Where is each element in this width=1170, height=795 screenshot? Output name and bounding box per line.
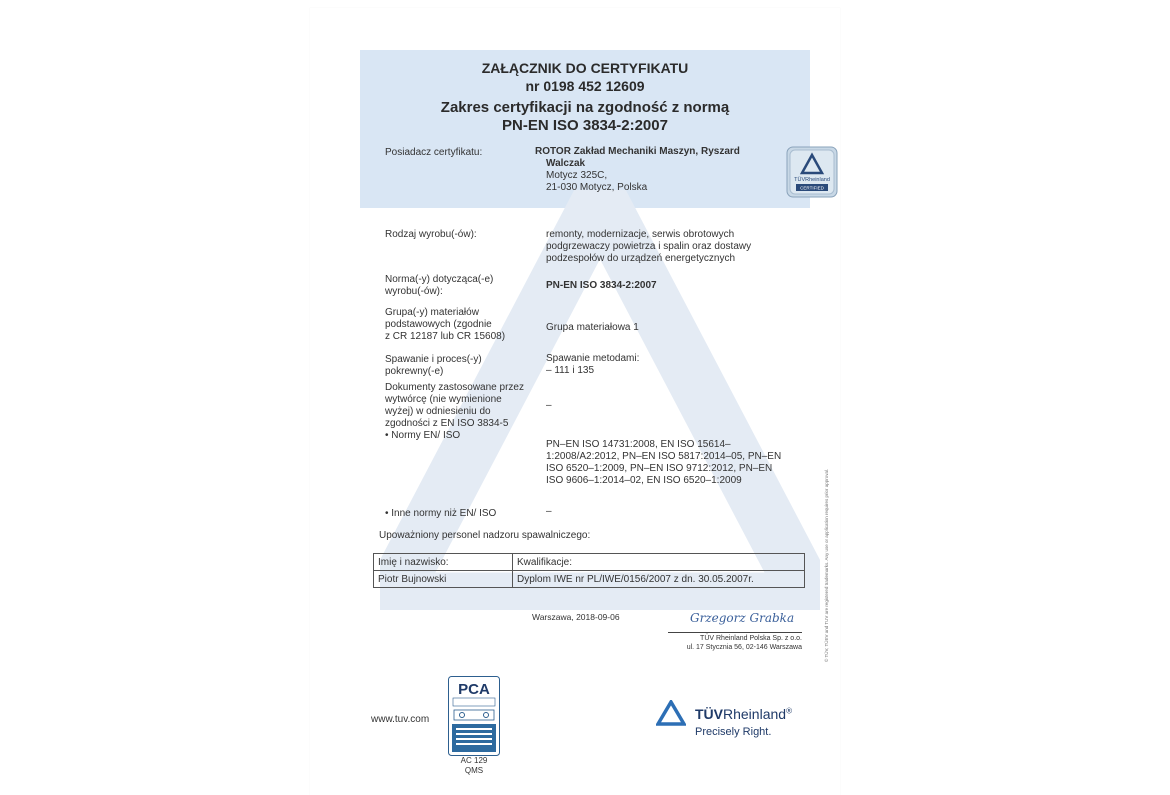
- product-value-line3: podzespołów do urządzeń energetycznych: [546, 253, 736, 264]
- other-norms-value: –: [546, 506, 552, 517]
- holder-name-line2: Walczak: [546, 158, 586, 169]
- en-iso-value-line3: ISO 6520–1:2009, PN–EN ISO 9712:2012, PN–EN: [546, 463, 773, 474]
- weld-value-line1: Spawanie metodami:: [546, 353, 640, 364]
- tuv-certified-badge-icon: [786, 146, 838, 198]
- en-iso-value-line1: PN–EN ISO 14731:2008, EN ISO 15614–: [546, 439, 731, 450]
- product-label: Rodzaj wyrobu(-ów):: [385, 229, 477, 240]
- pca-code: AC 129: [460, 756, 488, 765]
- tuv-brand-bold: TÜV: [695, 706, 723, 722]
- badge-brand: TÜVRheinland: [794, 177, 830, 183]
- docs-label-line1: Dokumenty zastosowane przez: [385, 382, 524, 393]
- side-fineprint: © TÜV, TÜEV and TUV are registered trademarks. Any use or application requires prior approval.: [824, 468, 829, 662]
- annex-title: ZAŁĄCZNIK DO CERTYFIKATU: [481, 60, 689, 76]
- group-value: Grupa materiałowa 1: [546, 322, 639, 333]
- other-norms-label: • Inne normy niż EN/ ISO: [385, 508, 497, 519]
- table-header-qualification: Kwalifikacje:: [513, 554, 805, 571]
- tuv-slogan: Precisely Right.: [695, 726, 772, 738]
- badge-certified-text: CERTIFIED: [800, 185, 824, 191]
- place-date: Warszawa, 2018-09-06: [532, 612, 620, 622]
- en-iso-label: • Normy EN/ ISO: [385, 430, 461, 441]
- holder-address-line2: 21-030 Motycz, Polska: [546, 182, 648, 193]
- signatory-address: ul. 17 Stycznia 56, 02-146 Warszawa: [686, 644, 802, 651]
- website-link[interactable]: www.tuv.com: [371, 714, 430, 725]
- person-qualification: Dyplom IWE nr PL/IWE/0156/2007 z dn. 30.05.2007r.: [513, 571, 805, 588]
- norm-label-line2: wyrobu(-ów):: [385, 286, 443, 297]
- product-value-line1: remonty, modernizacje, serwis obrotowych: [546, 229, 735, 240]
- en-iso-value-line4: ISO 9606–1:2014–02, EN ISO 6520–1:2009: [546, 475, 742, 486]
- pca-accreditation-icon: [448, 676, 500, 756]
- docs-label-line4: zgodności z EN ISO 3834-5: [385, 418, 509, 429]
- weld-label-line2: pokrewny(-e): [385, 366, 444, 377]
- norm-value: PN-EN ISO 3834-2:2007: [546, 280, 657, 291]
- norm-label-line1: Norma(-y) dotycząca(-e): [385, 274, 494, 285]
- table-row: [374, 571, 805, 588]
- group-label-line1: Grupa(-y) materiałów: [385, 307, 479, 318]
- scope-title: Zakres certyfikacji na zgodność z normą: [440, 99, 730, 116]
- docs-label-line3: wyżej) w odniesieniu do: [385, 406, 491, 417]
- holder-name-line1: ROTOR Zakład Mechaniki Maszyn, Ryszard: [535, 146, 740, 157]
- signature: Grzegorz Grabka: [690, 611, 795, 625]
- tuv-triangle-logo-icon: [656, 700, 686, 726]
- table-header-row: [374, 554, 805, 571]
- scope-standard: PN-EN ISO 3834-2:2007: [502, 117, 668, 134]
- signature-line: [668, 632, 802, 633]
- holder-address-line1: Motycz 325C,: [546, 170, 608, 181]
- docs-label-line2: wytwórcę (nie wymienione: [385, 394, 502, 405]
- pca-code-block: [448, 756, 500, 776]
- table-header-name: Imię i nazwisko:: [374, 554, 513, 571]
- docs-value: –: [546, 400, 552, 411]
- product-value-line2: podgrzewaczy powietrza i spalin oraz dostawy: [546, 241, 752, 252]
- weld-label-line1: Spawanie i proces(-y): [385, 354, 482, 365]
- pca-title: PCA: [458, 681, 490, 698]
- certificate-number: nr 0198 452 12609: [525, 78, 645, 94]
- en-iso-value-line2: 1:2008/A2:2012, PN–EN ISO 5817:2014–05, PN–EN: [546, 451, 782, 462]
- personnel-table: [373, 553, 805, 588]
- personnel-intro: Upoważniony personel nadzoru spawalniczego:: [379, 530, 591, 541]
- person-name: Piotr Bujnowski: [374, 571, 513, 588]
- group-label-line2: podstawowych (zgodnie: [385, 319, 492, 330]
- tuv-brand-registered: ®: [786, 706, 792, 716]
- tuv-brand-rest: Rheinland: [723, 706, 787, 722]
- weld-value-line2: – 111 i 135: [546, 365, 595, 376]
- holder-label: Posiadacz certyfikatu:: [385, 147, 483, 158]
- pca-scope: QMS: [464, 766, 484, 775]
- group-label-line3: z CR 12187 lub CR 15608): [385, 331, 506, 342]
- signatory-company-block: [668, 634, 802, 652]
- signatory-company: TÜV Rheinland Polska Sp. z o.o.: [700, 635, 802, 642]
- tuv-brand: [695, 706, 792, 722]
